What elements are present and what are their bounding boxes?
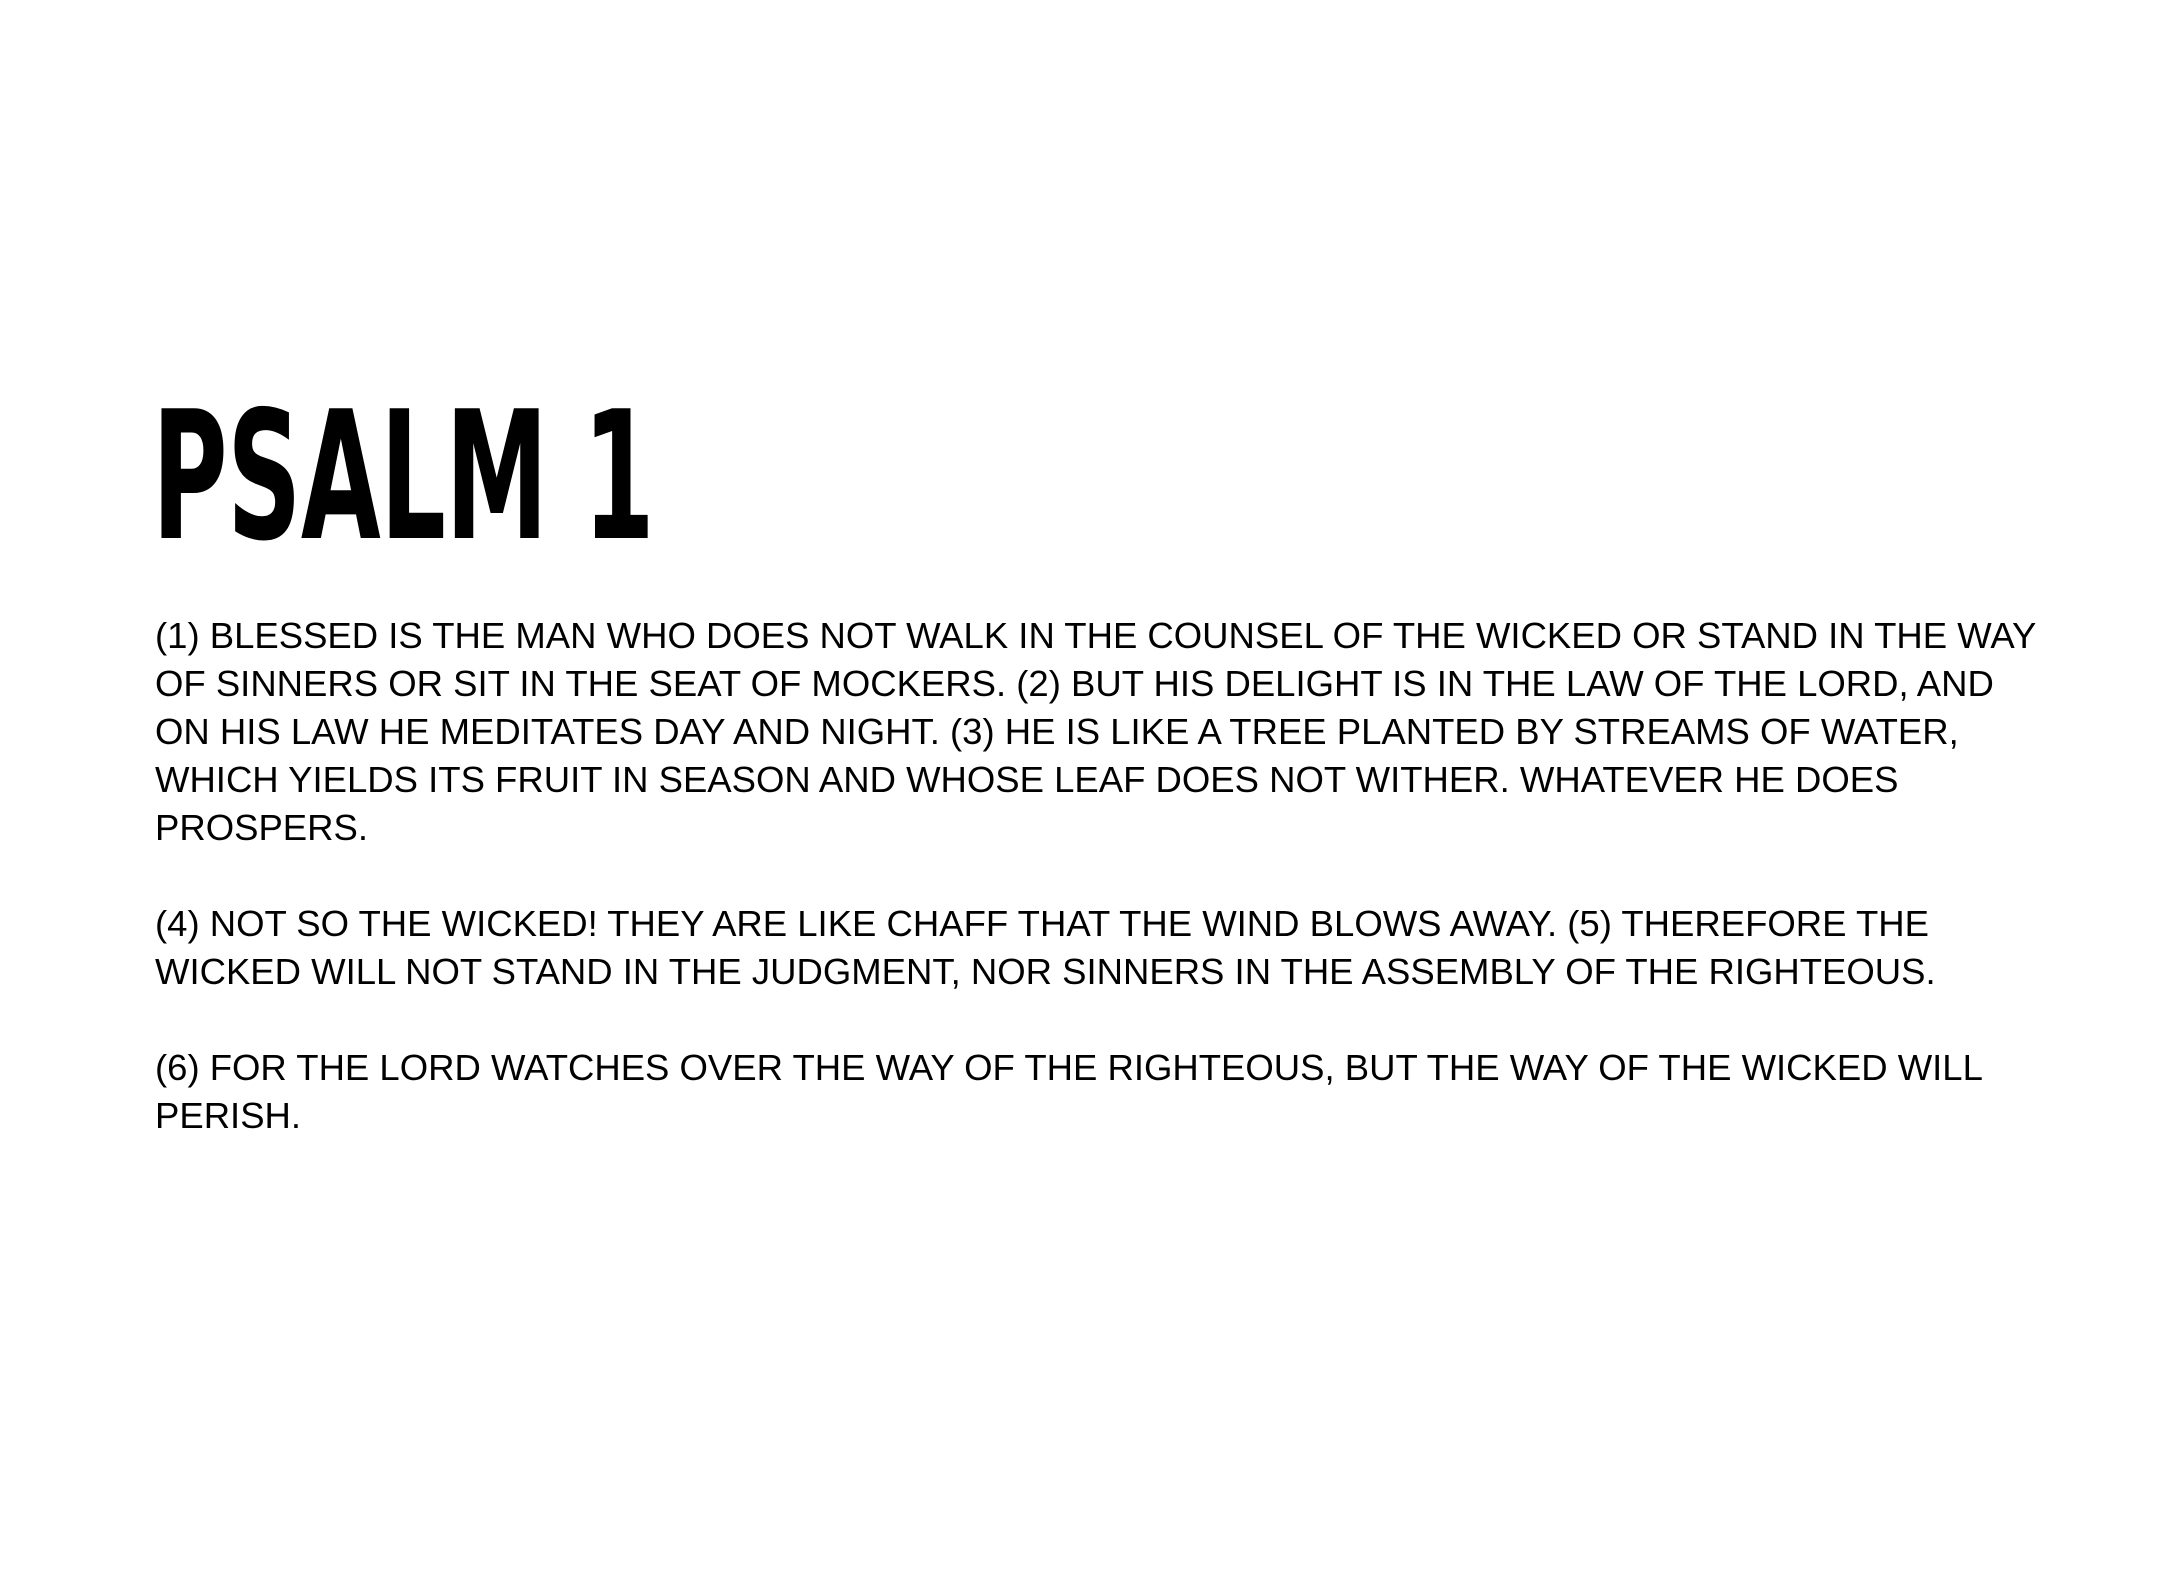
paragraph-verses-4-5: (4) NOT SO THE WICKED! THEY ARE LIKE CHAFF THAT THE WIND BLOWS AWAY. (5) THEREFORE THE WICKED WILL NOT STAND IN THE JUDGMENT, NOR SINNERS IN THE ASSEMBLY OF THE RIGHTEOUS. [155,903,1936,992]
page-title: PSALM 1 [152,373,655,580]
paragraph-verses-1-3: (1) BLESSED IS THE MAN WHO DOES NOT WALK IN THE COUNSEL OF THE WICKED OR STAND IN THE WAY OF SINNERS OR SIT IN THE SEAT OF MOCKERS. (2) BUT HIS DELIGHT IS IN THE LAW OF THE LORD, AND ON HIS LAW HE MEDITATES DAY AND NIGHT. (3) HE IS LIKE A TREE PLANTED BY STREAMS OF WATER, WHICH YIELDS ITS FRUIT IN SEASON AND WHOSE LEAF DOES NOT WITHER. WHATEVER HE DOES PROSPERS. [155,615,2036,848]
paragraph-verse-6: (6) FOR THE LORD WATCHES OVER THE WAY OF THE RIGHTEOUS, BUT THE WAY OF THE WICKED WILL PERISH. [155,1047,1982,1136]
psalm-body [155,612,2055,1188]
